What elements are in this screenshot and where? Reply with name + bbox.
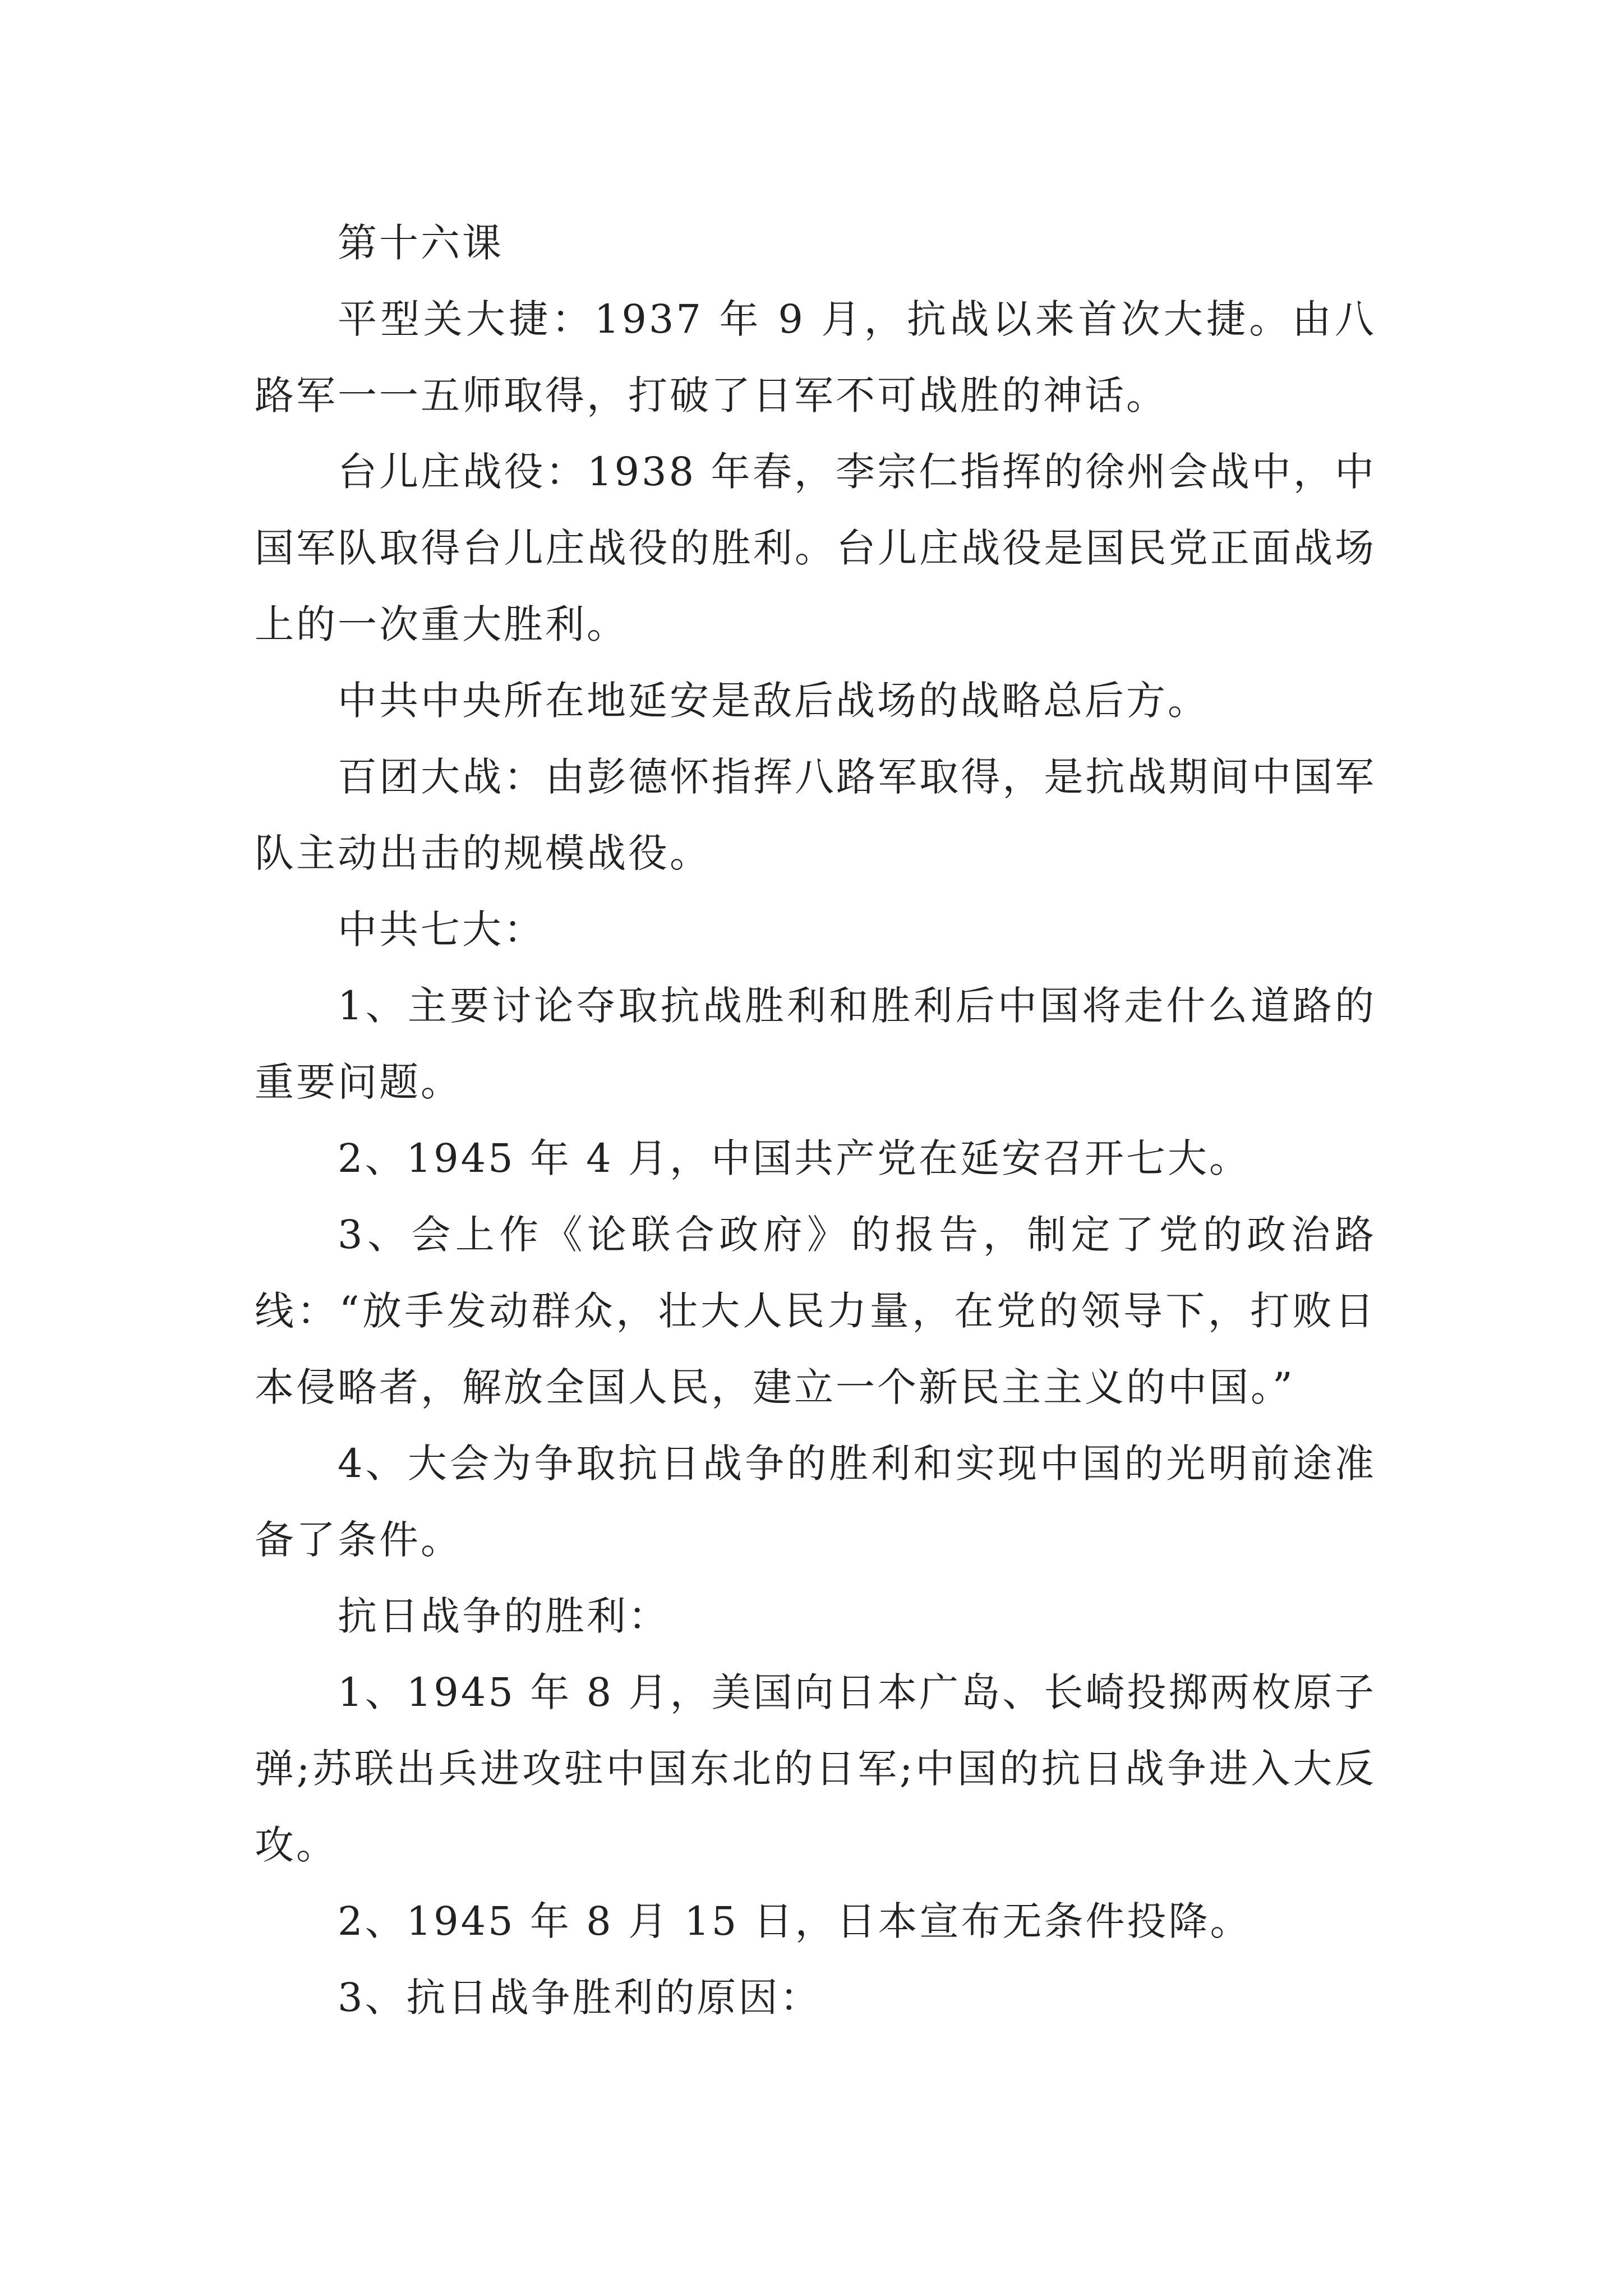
list-item: 3、会上作《论联合政府》的报告，制定了党的政治路线：“放手发动群众，壮大人民力量，在党的领导下，打败日本侵略者，解放全国人民，建立一个新民主主义的中国。” [255, 1212, 1376, 1410]
list-item: 1、主要讨论夺取抗战胜利和胜利后中国将走什么道路的重要问题。 [255, 983, 1376, 1105]
paragraph-pingxingguan: 平型关大捷：1937 年 9 月，抗战以来首次大捷。由八路军一一五师取得，打破了日军不可战胜的神话。 [255, 296, 1376, 418]
section-heading-victory: 抗日战争的胜利： [338, 1593, 670, 1639]
paragraph-taierzhuang: 台儿庄战役：1938 年春，李宗仁指挥的徐州会战中，中国军队取得台儿庄战役的胜利。台儿庄战役是国民党正面战场上的一次重大胜利。 [255, 449, 1376, 647]
list-item: 4、大会为争取抗日战争的胜利和实现中国的光明前途准备了条件。 [255, 1441, 1376, 1563]
section-heading-seventh-congress: 中共七大： [338, 907, 545, 953]
list-item: 3、抗日战争胜利的原因： [338, 1975, 822, 2021]
list-item: 2、1945 年 8 月 15 日，日本宣布无条件投降。 [338, 1898, 1252, 1944]
document-body [255, 205, 1376, 2036]
lesson-title: 第十六课 [338, 220, 504, 266]
paragraph-yanan: 中共中央所在地延安是敌后战场的战略总后方。 [338, 678, 1209, 724]
list-item: 1、1945 年 8 月，美国向日本广岛、长崎投掷两枚原子弹;苏联出兵进攻驻中国东北的日军;中国的抗日战争进入大反攻。 [255, 1669, 1376, 1868]
paragraph-hundred-regiments: 百团大战：由彭德怀指挥八路军取得，是抗战期间中国军队主动出击的规模战役。 [255, 754, 1376, 876]
list-item: 2、1945 年 4 月，中国共产党在延安召开七大。 [338, 1135, 1251, 1181]
